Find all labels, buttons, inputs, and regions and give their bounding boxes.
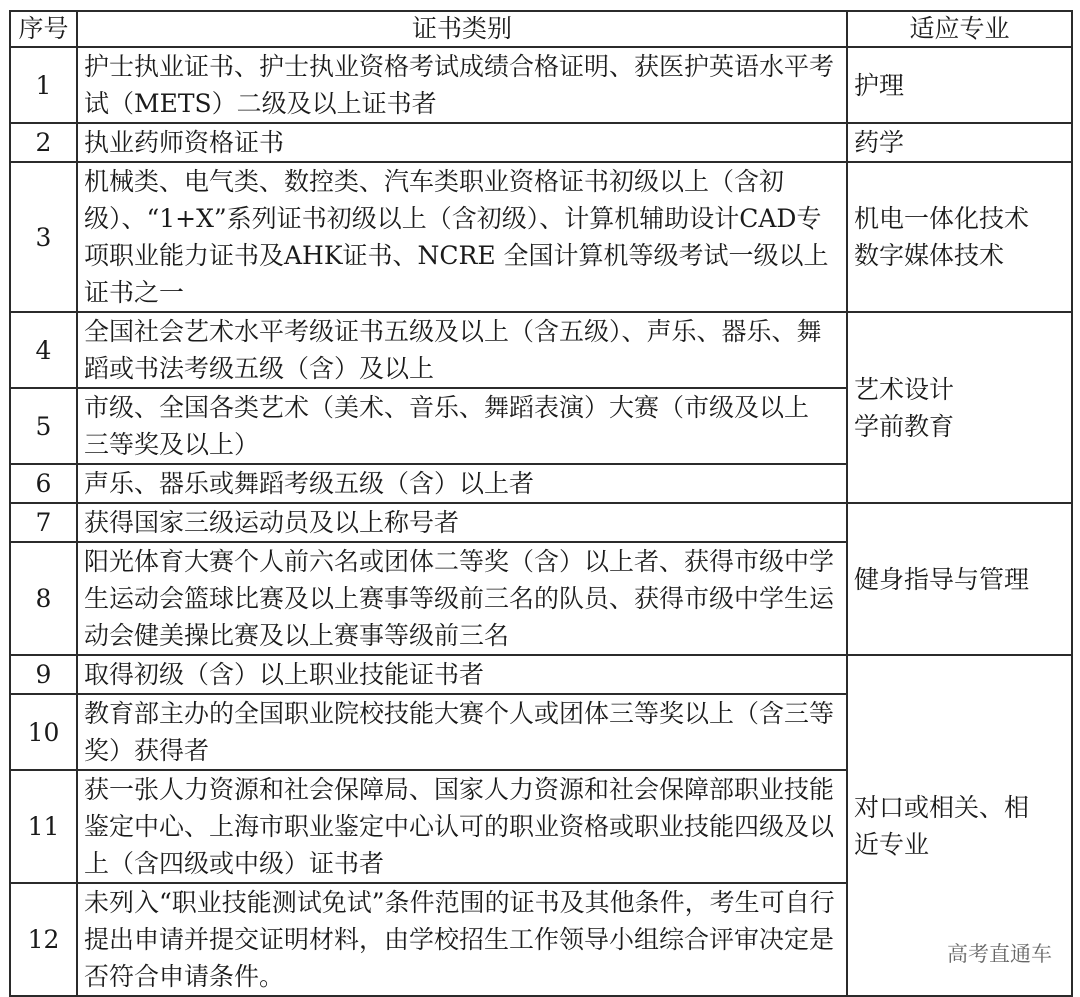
table-row bbox=[10, 123, 1072, 162]
row-category: 取得初级（含）以上职业技能证书者 bbox=[77, 655, 847, 694]
row-category: 机械类、电气类、数控类、汽车类职业资格证书初级以上（含初级）、“1+X”系列证书初级以上（含初级）、计算机辅助设计CAD专项职业能力证书及AHK证书、NCRE 全国计算机等级考试一级以上证书之一 bbox=[77, 162, 847, 312]
major-line: 机电一体化技术 bbox=[854, 204, 1030, 233]
row-seq: 4 bbox=[10, 312, 77, 388]
major-cell bbox=[847, 503, 1072, 655]
major-cell bbox=[847, 162, 1072, 312]
watermark-text: 高考直通车 bbox=[947, 942, 1052, 966]
row-category: 教育部主办的全国职业院校技能大赛个人或团体三等奖以上（含三等奖）获得者 bbox=[77, 694, 847, 770]
major-line: 学前教育 bbox=[854, 411, 955, 441]
row-seq: 5 bbox=[10, 388, 77, 464]
header-category: 证书类别 bbox=[77, 11, 847, 47]
major-cell bbox=[847, 47, 1072, 123]
row-category: 市级、全国各类艺术（美术、音乐、舞蹈表演）大赛（市级及以上 三等奖及以上） bbox=[77, 388, 847, 464]
table-row bbox=[10, 312, 1072, 388]
table-row bbox=[10, 655, 1072, 694]
row-seq: 3 bbox=[10, 162, 77, 312]
row-category: 获得国家三级运动员及以上称号者 bbox=[77, 503, 847, 542]
major-line: 艺术设计 bbox=[854, 374, 955, 404]
row-seq: 10 bbox=[10, 694, 77, 770]
row-category: 获一张人力资源和社会保障局、国家人力资源和社会保障部职业技能鉴定中心、上海市职业鉴定中心认可的职业资格或职业技能四级及以上（含四级或中级）证书者 bbox=[77, 770, 847, 883]
major-line: 药学 bbox=[854, 128, 905, 157]
row-seq: 6 bbox=[10, 464, 77, 503]
major-line: 近专业 bbox=[854, 829, 930, 859]
row-seq: 12 bbox=[10, 883, 77, 996]
major-line: 护理 bbox=[854, 70, 905, 100]
table-row bbox=[10, 503, 1072, 542]
major-line: 健身指导与管理 bbox=[854, 564, 1030, 594]
major-cell bbox=[847, 123, 1072, 162]
major-line: 对口或相关、相 bbox=[854, 792, 1030, 822]
row-seq: 1 bbox=[10, 47, 77, 123]
row-category: 声乐、器乐或舞蹈考级五级（含）以上者 bbox=[77, 464, 847, 503]
row-seq: 7 bbox=[10, 503, 77, 542]
major-cell bbox=[847, 312, 1072, 503]
row-category: 阳光体育大赛个人前六名或团体二等奖（含）以上者、获得市级中学生运动会篮球比赛及以上赛事等级前三名的队员、获得市级中学生运动会健美操比赛及以上赛事等级前三名 bbox=[77, 542, 847, 655]
row-seq: 2 bbox=[10, 123, 77, 162]
row-category: 全国社会艺术水平考级证书五级及以上（含五级）、声乐、器乐、舞蹈或书法考级五级（含）及以上 bbox=[77, 312, 847, 388]
row-seq: 9 bbox=[10, 655, 77, 694]
certificate-table bbox=[9, 10, 1073, 997]
table-row bbox=[10, 47, 1072, 123]
header-seq: 序号 bbox=[10, 11, 77, 47]
table-header-row bbox=[10, 11, 1072, 47]
row-seq: 8 bbox=[10, 542, 77, 655]
major-line: 数字媒体技术 bbox=[854, 241, 1005, 270]
table-row bbox=[10, 162, 1072, 312]
row-category: 执业药师资格证书 bbox=[77, 123, 847, 162]
header-major: 适应专业 bbox=[847, 11, 1072, 47]
row-category: 护士执业证书、护士执业资格考试成绩合格证明、获医护英语水平考试（METS）二级及以上证书者 bbox=[77, 47, 847, 123]
row-seq: 11 bbox=[10, 770, 77, 883]
row-category: 未列入“职业技能测试免试”条件范围的证书及其他条件，考生可自行提出申请并提交证明材料，由学校招生工作领导小组综合评审决定是否符合申请条件。 bbox=[77, 883, 847, 996]
